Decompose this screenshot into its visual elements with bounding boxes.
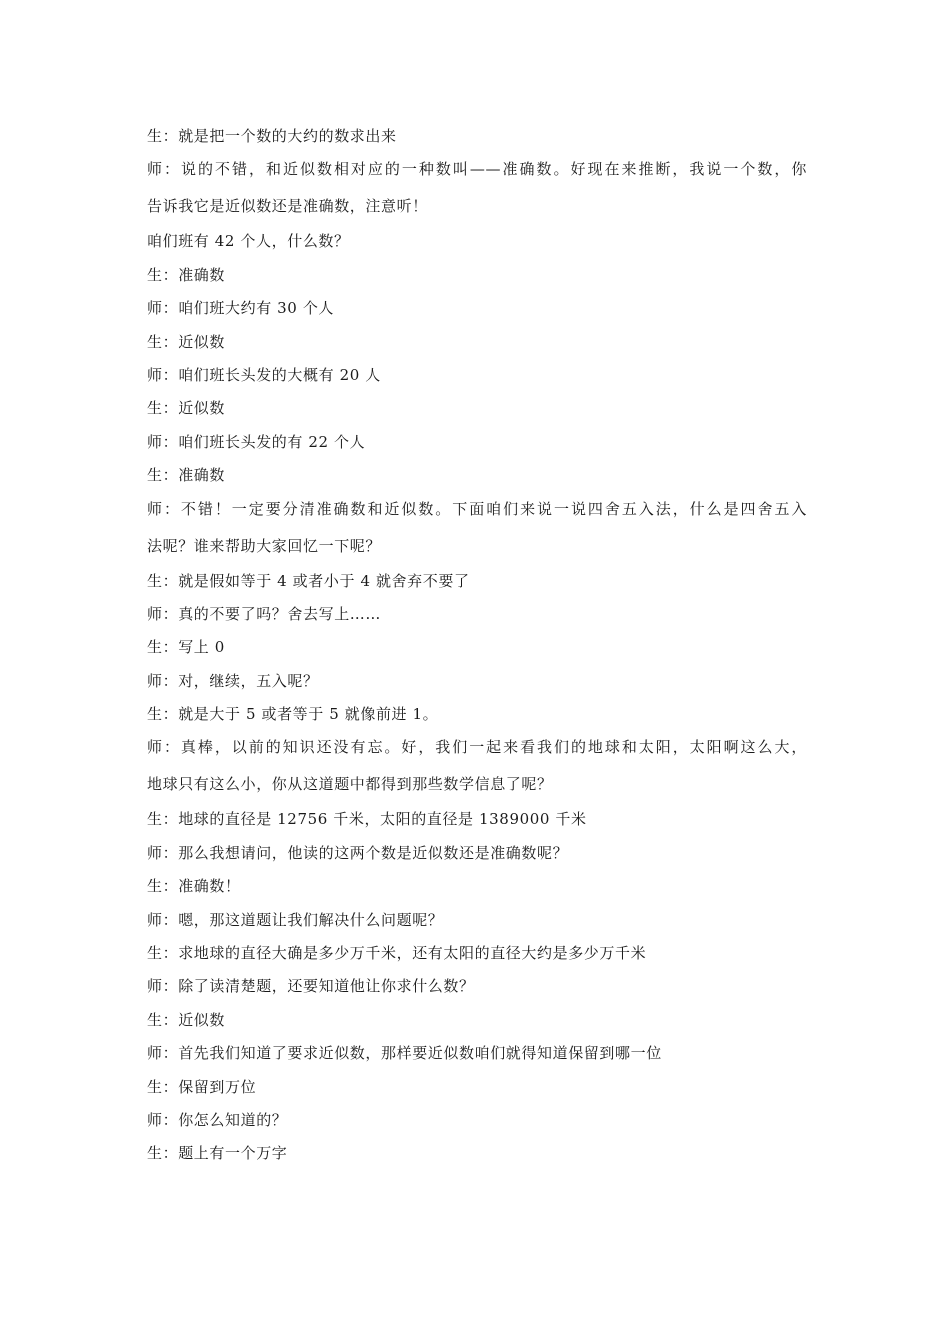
dialogue-line: 生：保留到万位	[147, 1077, 257, 1096]
dialogue-paragraph	[147, 491, 807, 565]
dialogue-line: 生：就是把一个数的大约的数求出来	[147, 127, 397, 145]
dialogue-transcript	[147, 124, 807, 1175]
dialogue-line: 师：真的不要了吗？舍去写上……	[147, 604, 382, 623]
dialogue-line: 生：近似数	[147, 332, 226, 351]
dialogue-line: 生：求地球的直径大确是多少万千米，还有太阳的直径大约是多少万千米	[147, 944, 647, 963]
dialogue-line: 师：嗯，那这道题让我们解决什么问题呢？	[147, 910, 444, 929]
dialogue-line: 生：写上 0	[147, 638, 225, 657]
dialogue-line: 师：咱们班长头发的有 22 个人	[147, 432, 366, 451]
dialogue-line: 师：除了读清楚题，还要知道他让你求什么数？	[147, 977, 475, 996]
dialogue-line: 生：就是假如等于 4 或者小于 4 就舍弃不要了	[147, 571, 470, 590]
paragraph-line-2: 地球只有这么小，你从这道题中都得到那些数学信息了呢？	[147, 775, 553, 794]
dialogue-line: 生：准确数！	[147, 877, 241, 896]
paragraph-line-1: 师：不错！一定要分清准确数和近似数。下面咱们来说一说四舍五入法，什么是四舍五入	[147, 499, 807, 518]
dialogue-line: 师：咱们班长头发的大概有 20 人	[147, 365, 381, 384]
dialogue-line: 师：首先我们知道了要求近似数，那样要近似数咱们就得知道保留到哪一位	[147, 1044, 662, 1063]
dialogue-line: 生：近似数	[147, 1010, 226, 1029]
dialogue-line: 生：就是大于 5 或者等于 5 就像前进 1。	[147, 705, 439, 724]
dialogue-line: 师：咱们班大约有 30 个人	[147, 299, 335, 318]
dialogue-line: 师：你怎么知道的？	[147, 1110, 288, 1129]
dialogue-line: 生：题上有一个万字	[147, 1144, 288, 1163]
paragraph-line-2: 法呢？谁来帮助大家回忆一下呢？	[147, 536, 382, 555]
dialogue-paragraph	[147, 729, 807, 803]
dialogue-line: 生：准确数	[147, 466, 226, 485]
dialogue-line: 师：那么我想请问，他读的这两个数是近似数还是准确数呢？	[147, 843, 569, 862]
dialogue-line: 生：近似数	[147, 399, 226, 418]
dialogue-line: 生：准确数	[147, 265, 226, 284]
dialogue-paragraph	[147, 151, 807, 225]
dialogue-line: 咱们班有 42 个人，什么数？	[147, 232, 350, 251]
paragraph-line-2: 告诉我它是近似数还是准确数，注意听！	[147, 197, 428, 216]
dialogue-line: 生：地球的直径是 12756 千米，太阳的直径是 1389000 千米	[147, 810, 587, 829]
paragraph-line-1: 师：说的不错，和近似数相对应的一种数叫——准确数。好现在来推断，我说一个数，你	[147, 160, 807, 179]
paragraph-line-1: 师：真棒，以前的知识还没有忘。好，我们一起来看我们的地球和太阳，太阳啊这么大，	[147, 738, 807, 757]
dialogue-line: 师：对，继续，五入呢？	[147, 671, 319, 690]
